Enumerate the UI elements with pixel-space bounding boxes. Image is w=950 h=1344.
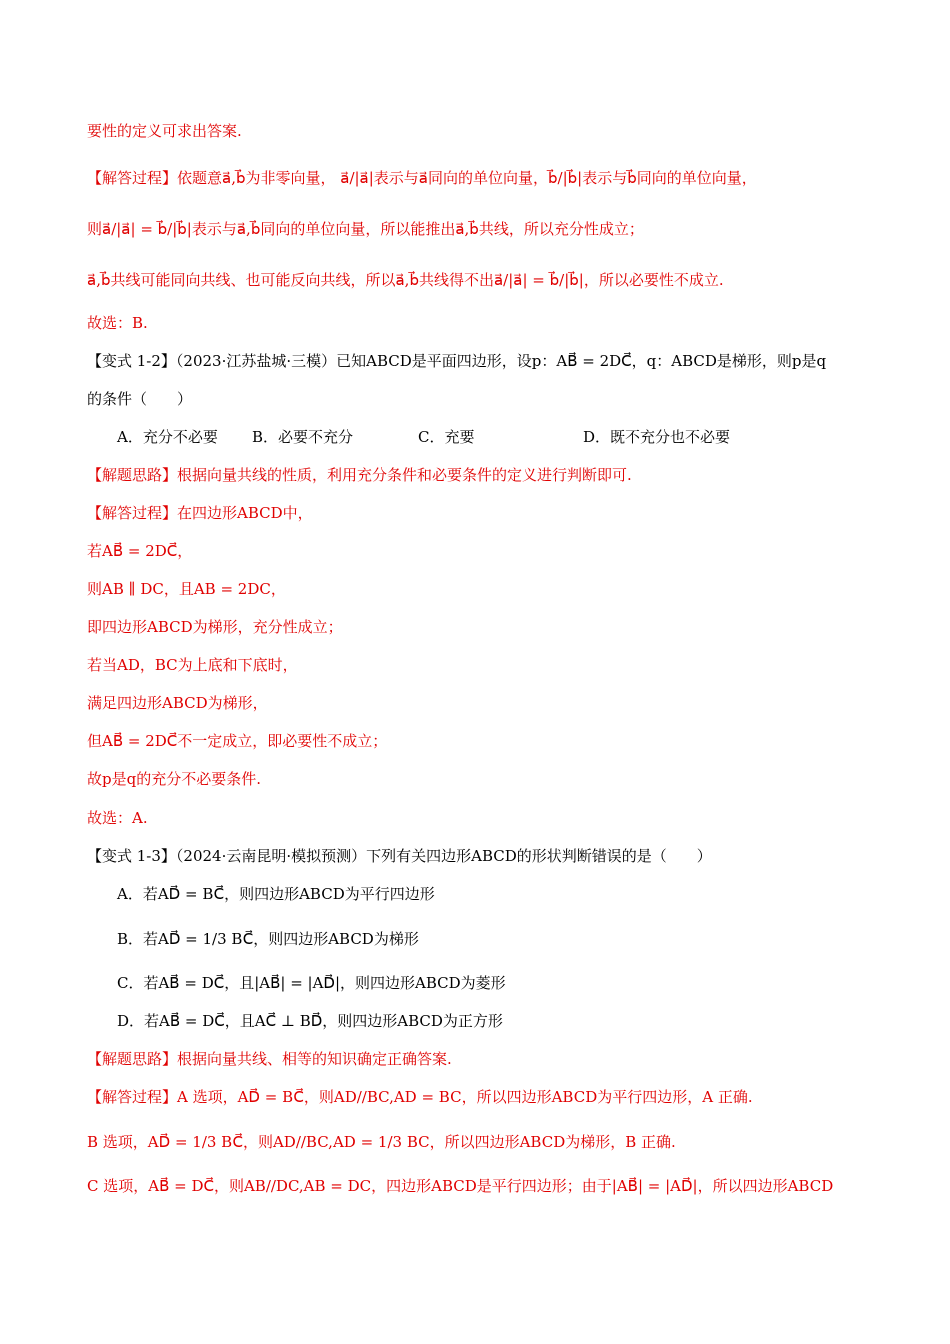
solution-process-line: 满足四边形ABCD为梯形， [87, 694, 268, 712]
option-a: A．充分不必要 [117, 428, 218, 446]
answer-choice-line: 故选：B. [87, 314, 148, 332]
option-d: D．既不充分也不必要 [583, 428, 731, 446]
solution-process-line: 故p是q的充分不必要条件. [87, 770, 261, 788]
variant-1-3-question: 【变式 1-3】（2024·云南昆明·模拟预测）下列有关四边形ABCD的形状判断错误的是（ ） [87, 847, 712, 865]
solution-idea-line: 【解题思路】根据向量共线、相等的知识确定正确答案. [87, 1050, 452, 1068]
solution-process-line: 【解答过程】A 选项，AD⃗ = BC⃗，则AD//BC,AD = BC，所以四边形ABCD为平行四边形，A 正确. [87, 1088, 753, 1106]
option-b: B．若AD⃗ = 1/3 BC⃗，则四边形ABCD为梯形 [117, 930, 419, 948]
option-c: C．若AB⃗ = DC⃗，且|AB⃗| = |AD⃗|，则四边形ABCD为菱形 [117, 974, 506, 992]
solution-idea-line: 【解题思路】根据向量共线的性质，利用充分条件和必要条件的定义进行判断即可. [87, 466, 632, 484]
variant-1-2-question: 【变式 1-2】（2023·江苏盐城·三模）已知ABCD是平面四边形，设p：AB⃗ = 2DC⃗，q：ABCD是梯形，则p是q [87, 352, 827, 370]
solution-process-line: 【解答过程】在四边形ABCD中， [87, 504, 313, 522]
solution-process-line: 则AB ∥ DC，且AB = 2DC， [87, 580, 286, 598]
solution-process-line: a⃗,b⃗共线可能同向共线、也可能反向共线，所以a⃗,b⃗共线得不出a⃗/|a⃗| = b⃗/|b⃗|，所以必要性不成立. [87, 271, 724, 289]
solution-process-line: 【解答过程】依题意a⃗,b⃗为非零向量， a⃗/|a⃗|表示与a⃗同向的单位向量，b⃗/|b⃗|表示与b⃗同向的单位向量， [87, 169, 757, 187]
answer-choice-line: 故选：A. [87, 809, 148, 827]
option-b: B．必要不充分 [252, 428, 354, 446]
solution-process-line: 但AB⃗ = 2DC⃗不一定成立，即必要性不成立； [87, 732, 388, 750]
option-c: C．充要 [418, 428, 475, 446]
option-d: D．若AB⃗ = DC⃗，且AC⃗ ⊥ BD⃗，则四边形ABCD为正方形 [117, 1012, 503, 1030]
solution-process-line: C 选项，AB⃗ = DC⃗，则AB//DC,AB = DC，四边形ABCD是平行四边形；由于|AB⃗| = |AD⃗|，所以四边形ABCD [87, 1177, 834, 1195]
solution-process-line: 若当AD，BC为上底和下底时， [87, 656, 298, 674]
solution-process-line: 即四边形ABCD为梯形，充分性成立； [87, 618, 343, 636]
solution-process-line: B 选项，AD⃗ = 1/3 BC⃗，则AD//BC,AD = 1/3 BC，所以四边形ABCD为梯形，B 正确. [87, 1133, 676, 1151]
solution-process-line: 若AB⃗ = 2DC⃗， [87, 542, 193, 560]
variant-1-2-question-cont: 的条件（ ） [87, 390, 193, 408]
solution-process-line: 则a⃗/|a⃗| = b⃗/|b⃗|表示与a⃗,b⃗同向的单位向量，所以能推出a⃗,b⃗共线，所以充分性成立； [87, 220, 644, 238]
answer-text-line: 要性的定义可求出答案. [87, 122, 242, 140]
option-a: A．若AD⃗ = BC⃗，则四边形ABCD为平行四边形 [117, 885, 435, 903]
